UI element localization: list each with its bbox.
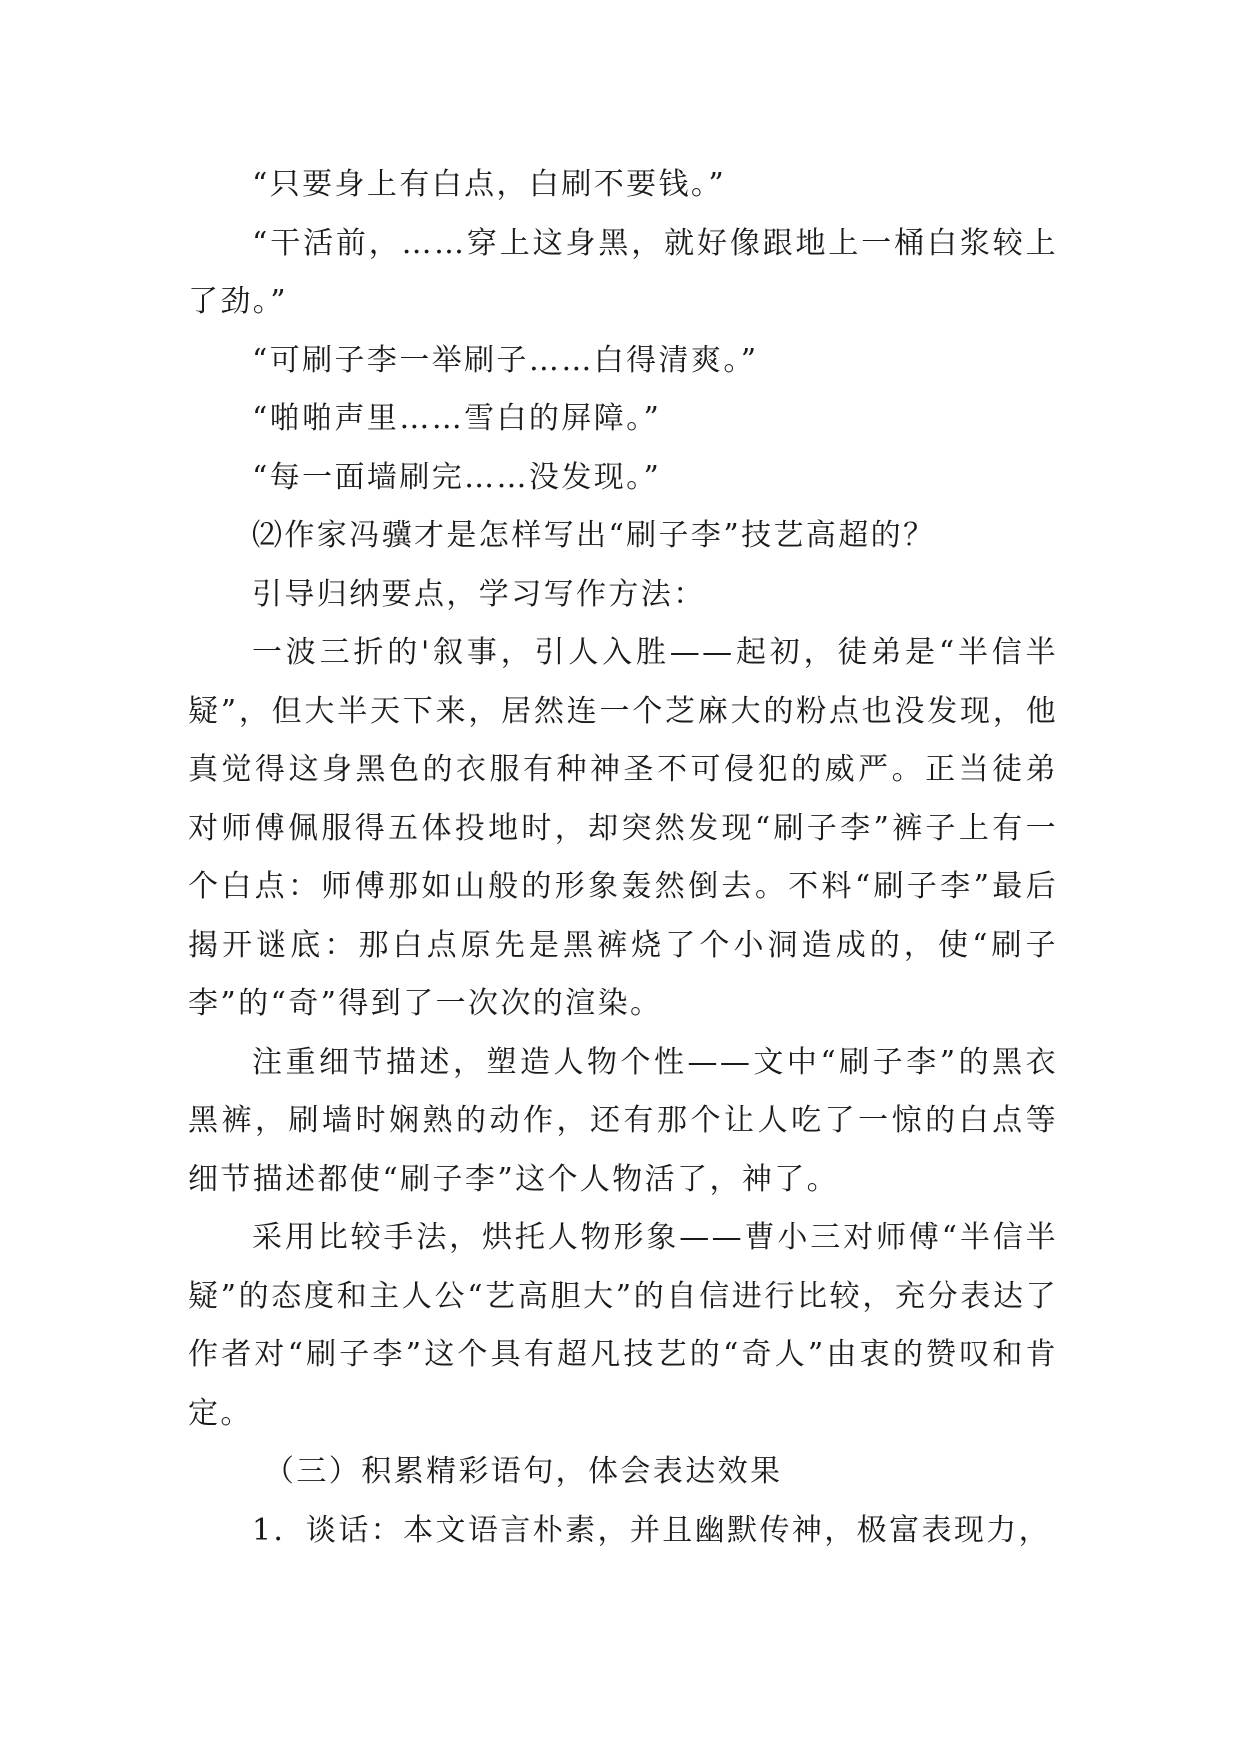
guide-paragraph: 引导归纳要点，学习写作方法：	[252, 576, 706, 612]
quote-paragraph-2: “干活前，……穿上这身黑，就好像跟地上一桶白浆较上了劲。”	[188, 225, 1058, 319]
quote-paragraph-3: “可刷子李一举刷子……白得清爽。”	[252, 342, 759, 378]
quote-paragraph-1: “只要身上有白点，白刷不要钱。”	[252, 167, 727, 202]
comparison-paragraph: 采用比较手法，烘托人物形象——曹小三对师傅“半信半疑”的态度和主人公“艺高胆大”的自信进行比较，充分表达了作者对“刷子李”这个具有超凡技艺的“奇人”由衷的赞叹和肯定。	[188, 1220, 1058, 1431]
narrative-paragraph: 一波三折的'叙事，引人入胜——起初，徒弟是“半信半疑”，但大半天下来，居然连一个芝麻大的粉点也没发现，他真觉得这身黑色的衣服有种神圣不可侵犯的威严。正当徒弟对师傅佩服得五体投地时，却突然发现“刷子李”裤子上有一个白点：师傅那如山般的形象轰然倒去。不料“刷子李”最后揭开谜底：那白点原先是黑裤烧了个小洞造成的，使“刷子李”的“奇”得到了一次次的渲染。	[188, 635, 1058, 1021]
document-body	[188, 156, 1058, 1560]
talk-paragraph: 1．谈话：本文语言朴素，并且幽默传神，极富表现力，	[252, 1512, 1052, 1548]
section-heading: （三）积累精彩语句，体会表达效果	[264, 1454, 783, 1489]
quote-paragraph-5: “每一面墙刷完……没发现。”	[252, 459, 662, 495]
detail-paragraph: 注重细节描述，塑造人物个性——文中“刷子李”的黑衣黑裤，刷墙时娴熟的动作，还有那个让人吃了一惊的白点等细节描述都使“刷子李”这个人物活了，神了。	[188, 1044, 1058, 1197]
quote-paragraph-4: “啪啪声里……雪白的屏障。”	[252, 401, 662, 436]
question-paragraph: ⑵作家冯骥才是怎样写出“刷子李”技艺高超的？	[252, 518, 936, 553]
